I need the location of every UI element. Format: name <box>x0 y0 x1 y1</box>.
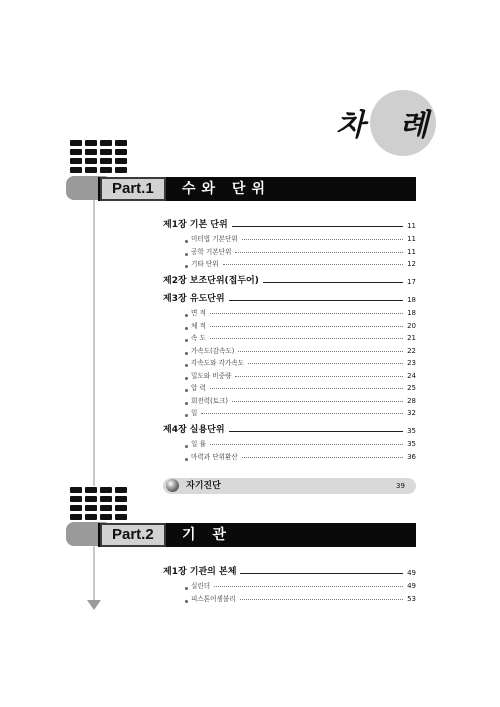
part-1-title: 수와 단위 <box>182 181 271 197</box>
toc-section-row[interactable] <box>163 307 416 317</box>
bullet-icon <box>185 414 188 417</box>
leader-dots <box>242 457 403 458</box>
toc-page-number: 28 <box>407 396 416 405</box>
toc-entry-text: 제3장 유도단위 <box>163 294 225 304</box>
toc-page-number: 53 <box>407 594 416 603</box>
bullet-icon <box>185 377 188 380</box>
toc-page-number: 23 <box>407 359 416 367</box>
toc-section-row[interactable] <box>163 438 416 448</box>
toc-section-row[interactable] <box>163 370 416 380</box>
toc-page-number: 20 <box>407 321 416 330</box>
toc-entry-text: 일 률 <box>191 440 206 448</box>
toc-page-number: 11 <box>407 247 416 256</box>
toc-page-number: 18 <box>407 296 416 304</box>
toc-section-row[interactable] <box>163 258 416 268</box>
part-1-label: Part.1 <box>100 177 166 201</box>
bullet-icon <box>185 253 188 256</box>
toc-chapter-row[interactable] <box>163 218 416 230</box>
toc-section-row[interactable] <box>163 593 416 603</box>
toc-entry-text: 제1장 기관의 본체 <box>163 567 237 577</box>
toc-page-number: 11 <box>407 235 416 243</box>
toc-section-row[interactable] <box>163 395 416 405</box>
toc-page-number: 22 <box>407 346 416 355</box>
vertical-guide-line-upper <box>93 196 95 486</box>
leader-dots <box>240 599 403 600</box>
bullet-icon <box>185 339 188 342</box>
toc-entry-text: 기타 단위 <box>191 260 219 268</box>
bullet-icon <box>185 327 188 330</box>
toc-chapter-row[interactable] <box>163 423 416 435</box>
leader-dots <box>210 388 403 389</box>
toc-entry-text: 제1장 기본 단위 <box>163 220 228 230</box>
toc-page-number: 49 <box>407 569 416 577</box>
toc-entry-text: 일 <box>191 409 198 417</box>
toc-page-number: 35 <box>407 440 416 448</box>
bullet-icon <box>185 364 188 367</box>
part-2-toc <box>163 565 416 605</box>
page-title: 차 례 <box>336 108 441 143</box>
self-check-label: 자기진단 <box>186 481 221 491</box>
sphere-bullet-icon <box>166 479 179 492</box>
toc-entry-text: 가속도(감속도) <box>191 346 235 355</box>
toc-chapter-row[interactable] <box>163 292 416 304</box>
toc-chapter-row[interactable] <box>163 565 416 577</box>
leader-dots <box>201 413 403 414</box>
toc-entry-text: 밀도와 비중량 <box>191 371 232 380</box>
toc-entry-text: 체 적 <box>191 321 206 330</box>
toc-entry-text: 속 도 <box>191 334 206 342</box>
part-2-label: Part.2 <box>100 523 166 547</box>
toc-section-row[interactable] <box>163 233 416 243</box>
toc-entry-text: 실린더 <box>191 582 211 590</box>
toc-page-number: 49 <box>407 582 416 590</box>
toc-page-number: 17 <box>407 278 416 286</box>
toc-entry-text: 미터법 기본단위 <box>191 235 238 243</box>
toc-entry-text: 마력과 단위환산 <box>191 452 238 461</box>
toc-section-row[interactable] <box>163 451 416 461</box>
bullet-icon <box>185 458 188 461</box>
bullet-icon <box>185 352 188 355</box>
toc-entry-text: 회전력(토크) <box>191 396 228 405</box>
bullet-icon <box>185 445 188 448</box>
leader-dots <box>210 444 403 445</box>
self-check-page: 39 <box>396 482 405 490</box>
part-1-toc <box>163 218 416 463</box>
toc-entry-text: 각속도와 각가속도 <box>191 359 245 367</box>
toc-page-number: 18 <box>407 309 416 317</box>
toc-section-row[interactable] <box>163 382 416 392</box>
leader-dots <box>238 351 403 352</box>
bullet-icon <box>185 402 188 405</box>
toc-page-number: 25 <box>407 384 416 392</box>
leader-dots <box>263 282 403 283</box>
bullet-icon <box>185 314 188 317</box>
toc-entry-text: 피스톤어셈블리 <box>191 594 236 603</box>
part-2-grid-icon <box>70 487 127 520</box>
toc-page-number: 11 <box>407 222 416 230</box>
bullet-icon <box>185 587 188 590</box>
leader-dots <box>210 338 403 339</box>
part-1-grid-icon <box>70 140 127 173</box>
toc-page-number: 21 <box>407 334 416 342</box>
toc-page-number: 24 <box>407 371 416 380</box>
leader-dots <box>242 239 403 240</box>
toc-page-number: 32 <box>407 409 416 417</box>
toc-page-number: 35 <box>407 427 416 435</box>
bullet-icon <box>185 600 188 603</box>
bullet-icon <box>185 240 188 243</box>
toc-section-row[interactable] <box>163 345 416 355</box>
toc-section-row[interactable] <box>163 320 416 330</box>
toc-entry-text: 면 적 <box>191 309 206 317</box>
bullet-icon <box>185 389 188 392</box>
toc-page-number: 12 <box>407 260 416 268</box>
toc-entry-text: 공학 기본단위 <box>191 247 232 256</box>
leader-dots <box>229 431 404 432</box>
toc-section-row[interactable] <box>163 580 416 590</box>
part-2-title: 기 관 <box>182 527 232 543</box>
bullet-icon <box>185 265 188 268</box>
toc-entry-text: 제2장 보조단위(접두어) <box>163 276 259 286</box>
down-arrow-icon <box>87 600 101 610</box>
vertical-guide-line-lower <box>93 545 95 603</box>
toc-page-number: 36 <box>407 452 416 461</box>
toc-section-row[interactable] <box>163 332 416 342</box>
leader-dots <box>240 573 403 574</box>
toc-section-row[interactable] <box>163 357 416 367</box>
leader-dots <box>210 313 403 314</box>
leader-dots <box>214 586 403 587</box>
toc-entry-text: 압 력 <box>191 384 206 392</box>
toc-section-row[interactable] <box>163 407 416 417</box>
leader-dots <box>232 401 403 402</box>
leader-dots <box>229 300 404 301</box>
toc-chapter-row[interactable] <box>163 274 416 286</box>
leader-dots <box>223 264 404 265</box>
leader-dots <box>210 326 403 327</box>
leader-dots <box>235 376 403 377</box>
leader-dots <box>235 252 403 253</box>
leader-dots <box>248 363 403 364</box>
toc-entry-text: 제4장 실용단위 <box>163 425 225 435</box>
toc-section-row[interactable] <box>163 246 416 256</box>
leader-dots <box>232 226 403 227</box>
